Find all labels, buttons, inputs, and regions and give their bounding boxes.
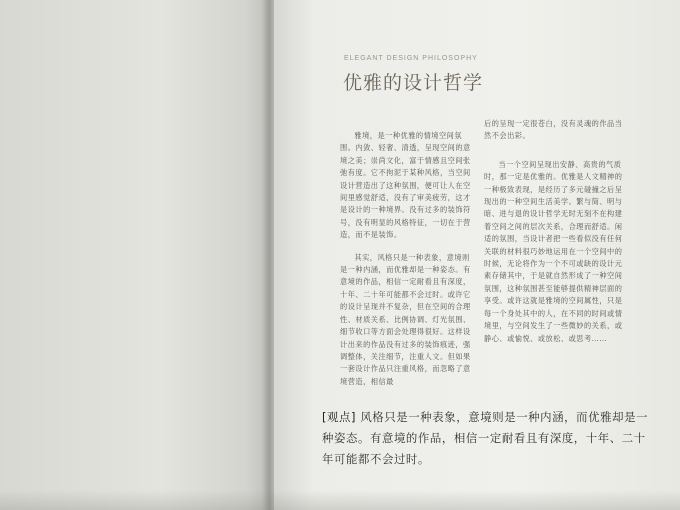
section-kicker: ELEGANT DESIGN PHILOSOPHY: [344, 55, 478, 62]
body-column-right: [484, 118, 624, 355]
viewpoint-callout: [322, 407, 652, 470]
viewpoint-label: [观点]: [322, 410, 357, 424]
viewpoint-text: 风格只是一种表象，意境则是一种内涵，而优雅却是一种姿态。有意境的作品，相信一定耐看且有深度，十年、二十年可能都不会过时。: [322, 410, 649, 466]
page-shadow: [0, 490, 680, 510]
left-page: [0, 0, 268, 510]
paragraph: 雅境，是一种优雅的情境空间氛围。内敛、轻奢、清透，呈现空间的意境之美；崇尚文化，富于情感且空间张弛有度。它不拘泥于某种风格，当空间设计营造出了这种氛围，便可让人在空间里感觉舒适，没有了审美疲劳，这才是设计的一种境界。没有过多的装饰符号，没有明显的风格特征，一切在于营造，而不是装饰。: [340, 131, 471, 240]
article-title: 优雅的设计哲学: [343, 72, 484, 94]
paragraph: 当一个空间呈现出安静、高贵的气质时，那一定是优雅的。优雅是人文精神的一种极致表现，是经历了多元碰撞之后呈现出的一种空间生活美学。繁与简、明与暗、进与退的设计哲学无时无刻不在构建着空间之间的层次关系，合理而舒适。闲适的氛围，当设计者把一些看似没有任何关联的材料很巧妙地运用在一个空间中的时候，无论将作为一个不可或缺的设计元素存储其中，于是就自然形成了一种空间氛围，这种氛围甚至能够提供精神层面的享受。或许这就是雅境的空间属性，只是每一个身处其中的人，在不同的时间或情境里，与空间发生了一些微妙的关系，或静心、或愉悦、或放松、或思考……: [484, 159, 623, 343]
paragraph-continued: 后的呈现一定很苍白，没有灵魂的作品当然不会出彩。: [484, 119, 623, 141]
body-column-left: [340, 130, 476, 398]
paragraph: 其实，风格只是一种表象，意境则是一种内涵，而优雅却是一种姿态。有意境的作品，相信一定耐看且有深度，十年、二十年可能都不会过时。或许它的设计呈现并不复杂，但在空间的合理性、材质关系、比例协调、灯光氛围、细节收口等方面会处理得很好。这样设计出来的作品没有过多的装饰痕迹，强调整体，关注细节，注重人文。但如果一套设计作品只注重风格，而忽略了意境营造，相信最: [340, 252, 471, 386]
